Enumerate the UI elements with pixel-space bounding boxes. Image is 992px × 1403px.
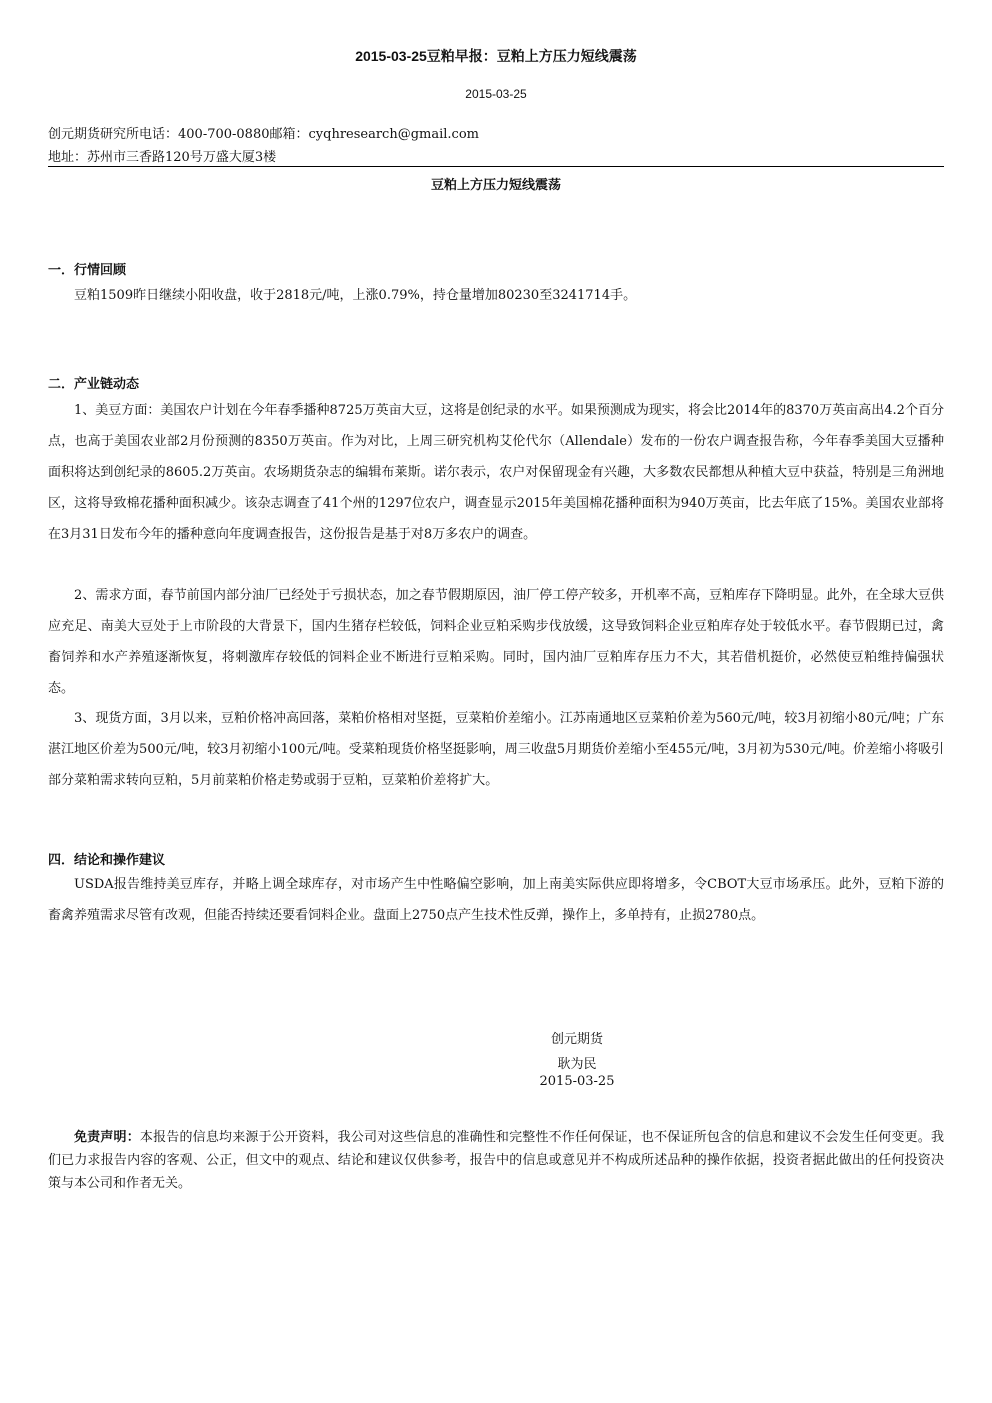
contact-line: 创元期货研究所电话：400-700-0880邮箱：cyqhresearch@gmail.com (48, 127, 479, 142)
report-title: 2015-03-25豆粕早报：豆粕上方压力短线震荡 (355, 48, 637, 64)
review-paragraph: 豆粕1509昨日继续小阳收盘，收于2818元/吨，上涨0.79%，持仓量增加80230至3241714手。 (74, 288, 637, 303)
industry-paragraph-1: 1、美豆方面：美国农户计划在今年春季播种8725万英亩大豆，这将是创纪录的水平。如果预测成为现实，将会比2014年的8370万英亩高出4.2个百分点，也高于美国农业部2月份预测的8350万英亩。作为对比，上周三研究机构艾伦代尔（Allendale）发布的一份农户调查报告称，今年春季美国大豆播种面积将达到创纪录的8605.2万英亩。农场期货杂志的编辑布莱斯。诺尔表示，农户对保留现金有兴趣，大多数农民都想从种植大豆中获益，特别是三角洲地区，这将导致棉花播种面积减少。该杂志调查了41个州的1297位农户，调查显示2015年美国棉花播种面积为940万英亩，比去年底了15%。美国农业部将在3月31日发布今年的播种意向年度调查报告，这份报告是基于对8万多农户的调查。 (48, 403, 944, 542)
address-line: 地址：苏州市三香路120号万盛大厦3楼 (48, 150, 277, 165)
disclaimer (48, 1126, 944, 1195)
report-date: 2015-03-25 (465, 87, 527, 101)
disclaimer-label: 免责声明： (74, 1130, 140, 1145)
section-heading-industry: 二．产业链动态 (48, 377, 140, 392)
signature-author: 耿为民 (557, 1057, 597, 1072)
industry-paragraph-3: 3、现货方面，3月以来，豆粕价格冲高回落，菜粕价格相对坚挺，豆菜粕价差缩小。江苏南通地区豆菜粕价差为560元/吨，较3月初缩小80元/吨；广东湛江地区价差为500元/吨，较3月初缩小100元/吨。受菜粕现货价格坚挺影响，周三收盘5月期货价差缩小至455元/吨，3月初为530元/吨。价差缩小将吸引部分菜粕需求转向豆粕，5月前菜粕价格走势或弱于豆粕，豆菜粕价差将扩大。 (48, 711, 944, 788)
signature-company: 创元期货 (550, 1032, 603, 1047)
header-divider (48, 166, 944, 167)
disclaimer-text: 本报告的信息均来源于公开资料，我公司对这些信息的准确性和完整性不作任何保证，也不保证所包含的信息和建议不会发生任何变更。我们已力求报告内容的客观、公正，但文中的观点、结论和建议仅供参考，报告中的信息或意见并不构成所述品种的操作依据，投资者据此做出的任何投资决策与本公司和作者无关。 (48, 1130, 944, 1191)
signature-date: 2015-03-25 (539, 1074, 615, 1089)
section-heading-review: 一．行情回顾 (48, 263, 127, 278)
section-heading-conclusion: 四．结论和操作建议 (48, 853, 166, 868)
industry-paragraph-2: 2、需求方面，春节前国内部分油厂已经处于亏损状态，加之春节假期原因，油厂停工停产较多，开机率不高，豆粕库存下降明显。此外，在全球大豆供应充足、南美大豆处于上市阶段的大背景下，国内生猪存栏较低，饲料企业豆粕采购步伐放缓，这导致饲料企业豆粕库存处于较低水平。春节假期已过，禽畜饲养和水产养殖逐渐恢复，将刺激库存较低的饲料企业不断进行豆粕采购。同时，国内油厂豆粕库存压力不大，其若借机挺价，必然使豆粕维持偏强状态。 (48, 588, 944, 696)
conclusion-paragraph: USDA报告维持美豆库存，并略上调全球库存，对市场产生中性略偏空影响，加上南美实际供应即将增多，令CBOT大豆市场承压。此外，豆粕下游的畜禽养殖需求尽管有改观，但能否持续还要看饲料企业。盘面上2750点产生技术性反弹，操作上，多单持有，止损2780点。 (48, 877, 944, 923)
report-subtitle: 豆粕上方压力短线震荡 (430, 178, 561, 193)
